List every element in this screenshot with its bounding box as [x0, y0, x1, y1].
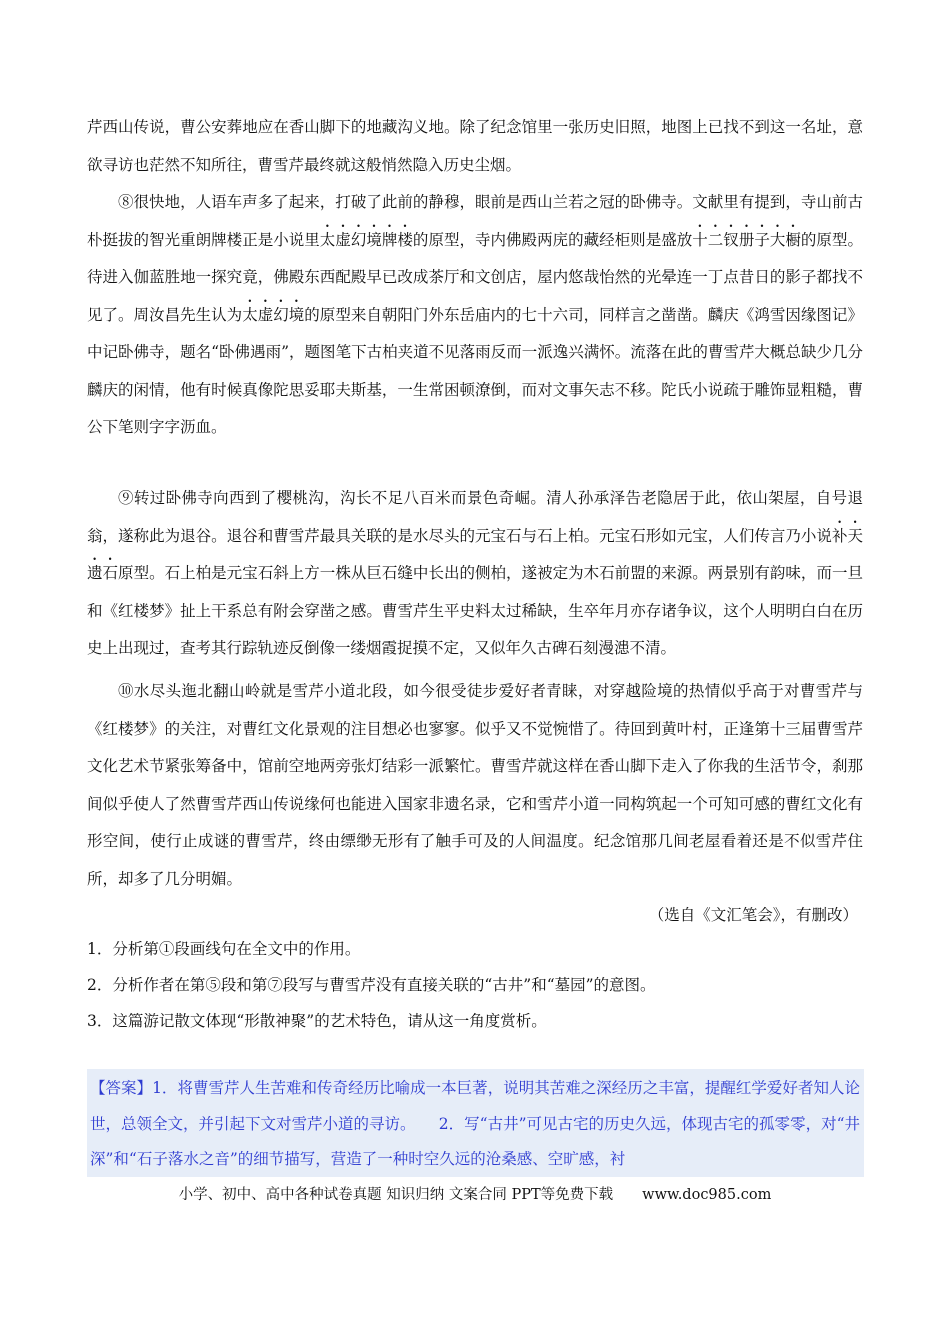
- paragraph-7-end: 芹西山传说，曹公安葬地应在香山脚下的地藏沟义地。除了纪念馆里一张历史旧照，地图上已找不到这一名址，意欲寻访也茫然不知所往，曹雪芹最终就这般悄然隐入历史尘烟。: [87, 118, 863, 174]
- source-citation: （选自《文汇笔会》，有删改）: [648, 906, 858, 924]
- emphasis-butian-stone: 补天遗石: [87, 526, 863, 582]
- paragraph-9: [87, 480, 863, 668]
- paragraph-8-text-c: 的原型。待进入伽蓝胜地一探究竟，佛殿东西配殿早已改成茶厅和文创店，屋内悠哉怡然的光晕连一丁点昔日的影子都找不见了。周汝昌先生认为: [87, 230, 863, 324]
- answer-label: 【答案】: [90, 1079, 153, 1097]
- question-2: 2．分析作者在第⑤段和第⑦段写与曹雪芹没有直接关联的“古井”和“墓园”的意图。: [87, 976, 656, 994]
- paragraph-8-text-a: ⑧很快地，人语车声多了起来，打破了此前的静穆，眼前是西山兰若之冠的卧佛寺。文献里有提到，寺山前古朴挺拔的智光重朗牌楼正是小说里: [87, 193, 863, 249]
- paragraph-9-text-b: 原型。石上柏是元宝石斜上方一株从巨石缝中长出的侧柏，遂被定为木石前盟的来源。两景别有韵味，而一旦和《红楼梦》扯上干系总有附会穿凿之感。曹雪芹生平史料太过稀缺，生卒年月亦存诸争议，这个人明明白白在历史上出现过，查考其行踪轨迹反倒像一缕烟霞捉摸不定，又似年久古碑石刻漫漶不清。: [87, 564, 863, 657]
- emphasis-taixu-realm: 太虚幻境: [242, 305, 305, 324]
- paragraph-9-text-a: ⑨转过卧佛寺向西到了樱桃沟，沟长不足八百米而景色奇崛。清人孙承泽告老隐居于此，依山架屋，自号退翁，遂称此为退谷。退谷和曹雪芹最具关联的是水尽头的元宝石与石上柏。元宝石形如元宝，人们传言乃小说: [87, 489, 863, 545]
- paragraph-8-text-d: 的原型来自朝阳门外东岳庙内的七十六司，同样言之凿凿。麟庆《鸿雪因缘图记》中记卧佛寺，题名“卧佛遇雨”，题图笔下古柏夹道不见落雨反而一派逸兴满怀。流落在此的曹雪芹大概总缺少几分麟庆的闲情，他有时候真像陀思妥耶夫斯基，一生常困顿潦倒，而对文事矢志不移。陀氏小说疏于雕饰显粗糙，曹公下笔则字字沥血。: [87, 305, 863, 436]
- answer-text: 1．将曹雪芹人生苦难和传奇经历比喻成一本巨著，说明其苦难之深经历之丰富，提醒红学爱好者知人论世，总领全文，并引起下文对雪芹小道的寻访。 2．写“古井”可见古宅的历史久远，体现古宅的孤零零，对“井深”和“石子落水之音”的细节描写，营造了一种时空久远的沧桑感、空旷感，衬: [90, 1079, 860, 1168]
- emphasis-twelve-hairpins-cabinet: 十二钗册子大橱: [692, 230, 801, 249]
- page-footer: 小学、初中、高中各种试卷真题 知识归纳 文案合同 PPT等免费下载 www.doc985.com: [178, 1187, 772, 1203]
- paragraph-10: ⑩水尽头迤北翻山岭就是雪芹小道北段，如今很受徒步爱好者青睐，对穿越险境的热情似乎高于对曹雪芹与《红楼梦》的关注，对曹红文化景观的注目想必也寥寥。似乎又不觉惋惜了。待回到黄叶村，正逢第十三届曹雪芹文化艺术节紧张筹备中，馆前空地两旁张灯结彩一派繁忙。曹雪芹就这样在香山脚下走入了你我的生活节令，刹那间似乎使人了然曹雪芹西山传说缘何也能进入国家非遗名录，它和雪芹小道一同构筑起一个可知可感的曹红文化有形空间，使行止成谜的曹雪芹，终由缥缈无形有了触手可及的人间温度。纪念馆那几间老屋看着还是不似雪芹住所，却多了几分明媚。: [87, 682, 863, 888]
- paragraph-8-text-b: 的原型，寺内佛殿两庑的藏经柜则是盛放: [412, 230, 693, 249]
- emphasis-taixu-archway: 太虚幻境牌楼: [319, 230, 413, 249]
- question-3: 3．这篇游记散文体现“形散神聚”的艺术特色，请从这一角度赏析。: [87, 1012, 547, 1030]
- paragraph-8: [87, 184, 863, 447]
- answer-block: [90, 1071, 860, 1178]
- question-1: 1．分析第①段画线句在全文中的作用。: [87, 940, 361, 958]
